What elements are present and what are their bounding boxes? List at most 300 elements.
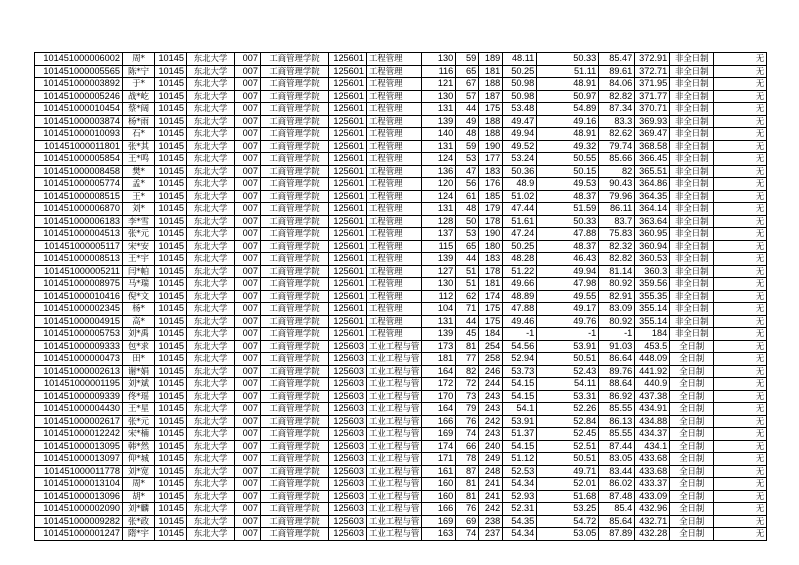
cell-score-c: 50.25 [503,65,537,78]
cell-remark: 无 [714,115,767,128]
cell-score-b: 65 [456,240,479,253]
cell-score-sum: 183 [479,165,503,178]
cell-school-code: 10145 [155,128,187,141]
cell-name: 杨* [123,303,155,316]
cell-score-a: 169 [422,515,456,528]
cell-score-a: 128 [422,215,456,228]
cell-score-c: 54.15 [503,440,537,453]
cell-remark: 无 [714,140,767,153]
cell-dept-name: 工商管理学院 [261,178,329,191]
cell-name: 陈*宁 [123,65,155,78]
cell-candidate-id: 101451000013096 [35,490,123,503]
cell-study-mode: 全日制 [670,340,714,353]
cell-remark: 无 [714,178,767,191]
cell-score-sum: 175 [479,103,503,116]
cell-school-code: 10145 [155,528,187,541]
table-row [35,515,767,528]
table-row [35,403,767,416]
cell-school-code: 10145 [155,228,187,241]
cell-score-e: 85.64 [599,515,635,528]
cell-score-b: 79 [456,403,479,416]
cell-score-b: 74 [456,428,479,441]
cell-candidate-id: 101451000001195 [35,378,123,391]
cell-major-name: 工业工程与管 [367,428,422,441]
cell-study-mode: 全日制 [670,453,714,466]
cell-score-b: 76 [456,503,479,516]
cell-study-mode: 全日制 [670,403,714,416]
cell-major-code: 125603 [329,490,367,503]
cell-score-c: 52.94 [503,353,537,366]
cell-remark: 无 [714,515,767,528]
cell-dept-name: 工商管理学院 [261,440,329,453]
cell-study-mode: 全日制 [670,353,714,366]
cell-dept-code: 007 [235,165,261,178]
table-row [35,203,767,216]
cell-score-e: 82.62 [599,128,635,141]
cell-dept-code: 007 [235,115,261,128]
cell-total-score: 364.86 [635,178,670,191]
cell-candidate-id: 101451000004430 [35,403,123,416]
cell-total-score: 364.14 [635,203,670,216]
cell-score-b: 81 [456,490,479,503]
cell-major-code: 125601 [329,103,367,116]
cell-school-name: 东北大学 [187,90,235,103]
cell-school-name: 东北大学 [187,528,235,541]
cell-major-code: 125601 [329,153,367,166]
cell-major-code: 125601 [329,178,367,191]
cell-total-score: 369.47 [635,128,670,141]
cell-dept-name: 工商管理学院 [261,503,329,516]
cell-study-mode: 非全日制 [670,128,714,141]
cell-candidate-id: 101451000009339 [35,390,123,403]
cell-candidate-id: 101451000005565 [35,65,123,78]
cell-total-score: 369.93 [635,115,670,128]
cell-candidate-id: 101451000003892 [35,78,123,91]
cell-total-score: 370.71 [635,103,670,116]
cell-score-a: 136 [422,165,456,178]
cell-total-score: 360.95 [635,228,670,241]
cell-score-b: 56 [456,178,479,191]
cell-dept-name: 工商管理学院 [261,528,329,541]
cell-major-code: 125603 [329,465,367,478]
cell-study-mode: 全日制 [670,528,714,541]
cell-remark: 无 [714,315,767,328]
cell-school-code: 10145 [155,378,187,391]
cell-total-score: 368.58 [635,140,670,153]
cell-study-mode: 非全日制 [670,328,714,341]
cell-major-code: 125601 [329,90,367,103]
cell-remark: 无 [714,290,767,303]
cell-total-score: 184 [635,328,670,341]
cell-study-mode: 全日制 [670,515,714,528]
cell-school-code: 10145 [155,315,187,328]
cell-score-a: 127 [422,265,456,278]
table-row [35,478,767,491]
cell-remark: 无 [714,253,767,266]
cell-score-a: 160 [422,490,456,503]
cell-name: 包*求 [123,340,155,353]
table-row [35,490,767,503]
cell-remark: 无 [714,303,767,316]
cell-major-name: 工程管理 [367,290,422,303]
cell-score-e: 90.43 [599,178,635,191]
cell-major-code: 125603 [329,415,367,428]
cell-dept-name: 工商管理学院 [261,153,329,166]
cell-score-b: 53 [456,153,479,166]
cell-dept-code: 007 [235,378,261,391]
cell-dept-name: 工商管理学院 [261,453,329,466]
cell-score-a: 161 [422,465,456,478]
cell-candidate-id: 101451000011801 [35,140,123,153]
cell-score-e: 82.82 [599,253,635,266]
table-row [35,128,767,141]
cell-score-b: 53 [456,228,479,241]
cell-score-sum: 249 [479,453,503,466]
cell-score-b: 82 [456,365,479,378]
cell-candidate-id: 101451000005753 [35,328,123,341]
cell-major-name: 工程管理 [367,153,422,166]
cell-dept-name: 工商管理学院 [261,328,329,341]
cell-name: 刘*禹 [123,328,155,341]
cell-major-name: 工程管理 [367,190,422,203]
cell-score-sum: 187 [479,90,503,103]
cell-dept-name: 工商管理学院 [261,403,329,416]
cell-name: 刘*麟 [123,503,155,516]
cell-score-sum: 241 [479,490,503,503]
cell-score-a: 166 [422,503,456,516]
cell-score-d: 48.91 [537,78,599,91]
cell-score-e: 81.14 [599,265,635,278]
cell-major-name: 工业工程与管 [367,415,422,428]
cell-score-c: 49.47 [503,115,537,128]
cell-major-name: 工业工程与管 [367,503,422,516]
cell-name: 胡* [123,490,155,503]
cell-major-name: 工程管理 [367,103,422,116]
cell-candidate-id: 101451000005854 [35,153,123,166]
table-row [35,340,767,353]
cell-remark: 无 [714,453,767,466]
cell-study-mode: 非全日制 [670,115,714,128]
cell-total-score: 433.68 [635,465,670,478]
cell-score-b: 44 [456,103,479,116]
cell-candidate-id: 101451000006183 [35,215,123,228]
cell-school-name: 东北大学 [187,115,235,128]
cell-score-d: 51.11 [537,65,599,78]
cell-score-a: 120 [422,178,456,191]
cell-school-code: 10145 [155,240,187,253]
cell-major-name: 工程管理 [367,215,422,228]
cell-score-a: 130 [422,53,456,66]
table-row [35,90,767,103]
cell-score-e: 84.06 [599,78,635,91]
cell-score-sum: 178 [479,265,503,278]
cell-score-sum: 188 [479,128,503,141]
cell-score-e: 86.11 [599,203,635,216]
cell-candidate-id: 101451000004513 [35,228,123,241]
cell-score-sum: 188 [479,115,503,128]
cell-name: 田* [123,353,155,366]
cell-dept-code: 007 [235,365,261,378]
cell-school-name: 东北大学 [187,440,235,453]
cell-school-name: 东北大学 [187,478,235,491]
cell-score-a: 131 [422,140,456,153]
cell-candidate-id: 101451000003874 [35,115,123,128]
cell-candidate-id: 101451000005117 [35,240,123,253]
cell-remark: 无 [714,503,767,516]
cell-dept-code: 007 [235,503,261,516]
cell-score-b: 78 [456,453,479,466]
cell-school-name: 东北大学 [187,465,235,478]
cell-school-name: 东北大学 [187,53,235,66]
cell-school-name: 东北大学 [187,428,235,441]
cell-score-e: 87.89 [599,528,635,541]
table-row [35,265,767,278]
cell-major-code: 125601 [329,215,367,228]
cell-score-e: 83.09 [599,303,635,316]
cell-school-code: 10145 [155,78,187,91]
cell-school-code: 10145 [155,190,187,203]
cell-score-c: 51.22 [503,265,537,278]
cell-total-score: 355.14 [635,303,670,316]
cell-candidate-id: 101451000013095 [35,440,123,453]
cell-candidate-id: 101451000009333 [35,340,123,353]
cell-score-a: 115 [422,240,456,253]
cell-candidate-id: 101451000006002 [35,53,123,66]
cell-major-code: 125601 [329,65,367,78]
cell-score-a: 166 [422,415,456,428]
table-row [35,140,767,153]
cell-score-e: 83.7 [599,215,635,228]
cell-remark: 无 [714,328,767,341]
cell-name: 战*屹 [123,90,155,103]
cell-score-c: 51.37 [503,428,537,441]
cell-dept-code: 007 [235,290,261,303]
cell-total-score: 433.37 [635,478,670,491]
cell-total-score: 440.9 [635,378,670,391]
cell-candidate-id: 101451000002090 [35,503,123,516]
cell-major-name: 工业工程与管 [367,515,422,528]
cell-score-d: 50.33 [537,215,599,228]
cell-dept-code: 007 [235,303,261,316]
cell-school-code: 10145 [155,365,187,378]
cell-score-b: 81 [456,340,479,353]
cell-school-code: 10145 [155,353,187,366]
cell-major-code: 125603 [329,378,367,391]
cell-major-name: 工业工程与管 [367,365,422,378]
cell-dept-code: 007 [235,128,261,141]
cell-dept-name: 工商管理学院 [261,278,329,291]
cell-score-e: 85.55 [599,403,635,416]
cell-major-name: 工程管理 [367,115,422,128]
cell-dept-code: 007 [235,328,261,341]
cell-score-e: 83.05 [599,453,635,466]
cell-candidate-id: 101451000004915 [35,315,123,328]
cell-score-a: 174 [422,440,456,453]
cell-study-mode: 非全日制 [670,65,714,78]
cell-score-d: 47.88 [537,228,599,241]
cell-score-sum: 242 [479,415,503,428]
cell-study-mode: 非全日制 [670,315,714,328]
cell-name: 仰*城 [123,453,155,466]
cell-candidate-id: 101451000005774 [35,178,123,191]
cell-total-score: 437.38 [635,390,670,403]
cell-remark: 无 [714,103,767,116]
cell-major-code: 125601 [329,53,367,66]
cell-score-b: 48 [456,128,479,141]
cell-score-sum: 179 [479,203,503,216]
cell-major-code: 125603 [329,340,367,353]
cell-major-code: 125601 [329,190,367,203]
cell-study-mode: 非全日制 [670,290,714,303]
cell-total-score: 355.14 [635,315,670,328]
cell-score-d: 52.45 [537,428,599,441]
cell-study-mode: 非全日制 [670,240,714,253]
cell-school-name: 东北大学 [187,278,235,291]
cell-dept-name: 工商管理学院 [261,215,329,228]
cell-school-code: 10145 [155,453,187,466]
cell-score-b: 76 [456,415,479,428]
cell-score-c: 53.73 [503,365,537,378]
cell-score-a: 124 [422,190,456,203]
cell-major-name: 工业工程与管 [367,490,422,503]
cell-total-score: 360.53 [635,253,670,266]
cell-dept-name: 工商管理学院 [261,78,329,91]
cell-score-d: 50.51 [537,353,599,366]
cell-remark: 无 [714,440,767,453]
table-row [35,415,767,428]
cell-score-e: 79.74 [599,140,635,153]
cell-dept-code: 007 [235,153,261,166]
cell-candidate-id: 101451000005211 [35,265,123,278]
cell-name: 李*雪 [123,215,155,228]
cell-score-sum: 180 [479,240,503,253]
cell-major-name: 工业工程与管 [367,440,422,453]
cell-score-sum: 181 [479,65,503,78]
cell-major-name: 工业工程与管 [367,378,422,391]
cell-school-code: 10145 [155,440,187,453]
cell-major-name: 工程管理 [367,128,422,141]
cell-dept-code: 007 [235,65,261,78]
cell-name: 刘*斌 [123,378,155,391]
cell-score-d: 49.17 [537,303,599,316]
cell-name: 张*元 [123,415,155,428]
cell-dept-name: 工商管理学院 [261,290,329,303]
cell-score-sum: 184 [479,328,503,341]
cell-score-e: 87.34 [599,103,635,116]
cell-score-sum: 237 [479,528,503,541]
cell-score-d: 50.33 [537,53,599,66]
cell-dept-code: 007 [235,340,261,353]
cell-dept-name: 工商管理学院 [261,128,329,141]
cell-school-name: 东北大学 [187,165,235,178]
cell-major-name: 工程管理 [367,203,422,216]
cell-score-d: 49.32 [537,140,599,153]
cell-major-code: 125603 [329,440,367,453]
cell-score-d: 52.51 [537,440,599,453]
cell-dept-code: 007 [235,490,261,503]
cell-remark: 无 [714,378,767,391]
cell-score-e: 82.91 [599,290,635,303]
cell-score-c: 53.24 [503,153,537,166]
cell-name: 谢*娟 [123,365,155,378]
cell-name: 周* [123,478,155,491]
cell-score-e: 83.44 [599,465,635,478]
cell-score-b: 45 [456,328,479,341]
cell-score-b: 51 [456,265,479,278]
cell-dept-code: 007 [235,240,261,253]
cell-score-b: 69 [456,515,479,528]
cell-score-a: 169 [422,428,456,441]
cell-score-a: 139 [422,115,456,128]
cell-score-d: 52.84 [537,415,599,428]
cell-score-d: 47.98 [537,278,599,291]
cell-name: 刘*宽 [123,465,155,478]
cell-candidate-id: 101451000010416 [35,290,123,303]
cell-dept-code: 007 [235,353,261,366]
cell-major-code: 125603 [329,390,367,403]
cell-school-name: 东北大学 [187,403,235,416]
cell-school-name: 东北大学 [187,228,235,241]
cell-dept-code: 007 [235,465,261,478]
cell-school-name: 东北大学 [187,515,235,528]
cell-school-code: 10145 [155,340,187,353]
cell-remark: 无 [714,278,767,291]
cell-school-code: 10145 [155,140,187,153]
cell-name: 倪*文 [123,290,155,303]
cell-total-score: 432.71 [635,515,670,528]
cell-major-name: 工业工程与管 [367,390,422,403]
cell-dept-code: 007 [235,428,261,441]
cell-study-mode: 全日制 [670,465,714,478]
cell-score-e: -1 [599,328,635,341]
cell-dept-name: 工商管理学院 [261,190,329,203]
cell-remark: 无 [714,428,767,441]
cell-score-sum: 175 [479,303,503,316]
cell-name: 张*政 [123,515,155,528]
cell-score-a: 131 [422,203,456,216]
cell-dept-code: 007 [235,228,261,241]
cell-dept-code: 007 [235,215,261,228]
cell-score-c: 54.34 [503,528,537,541]
cell-school-name: 东北大学 [187,128,235,141]
cell-major-name: 工程管理 [367,178,422,191]
cell-dept-code: 007 [235,415,261,428]
cell-candidate-id: 101451000013097 [35,453,123,466]
cell-dept-code: 007 [235,390,261,403]
cell-score-sum: 241 [479,478,503,491]
cell-dept-name: 工商管理学院 [261,490,329,503]
cell-score-b: 65 [456,65,479,78]
cell-score-c: 47.88 [503,303,537,316]
cell-score-c: 50.25 [503,240,537,253]
cell-dept-name: 工商管理学院 [261,465,329,478]
cell-score-b: 72 [456,378,479,391]
cell-score-d: 50.15 [537,165,599,178]
cell-dept-code: 007 [235,253,261,266]
cell-score-sum: 190 [479,228,503,241]
cell-score-sum: 240 [479,440,503,453]
cell-major-name: 工程管理 [367,240,422,253]
cell-school-name: 东北大学 [187,315,235,328]
cell-score-d: 51.68 [537,490,599,503]
cell-score-a: 160 [422,478,456,491]
cell-study-mode: 非全日制 [670,190,714,203]
cell-score-b: 51 [456,278,479,291]
cell-school-name: 东北大学 [187,65,235,78]
cell-dept-name: 工商管理学院 [261,103,329,116]
table-row [35,178,767,191]
cell-school-name: 东北大学 [187,215,235,228]
